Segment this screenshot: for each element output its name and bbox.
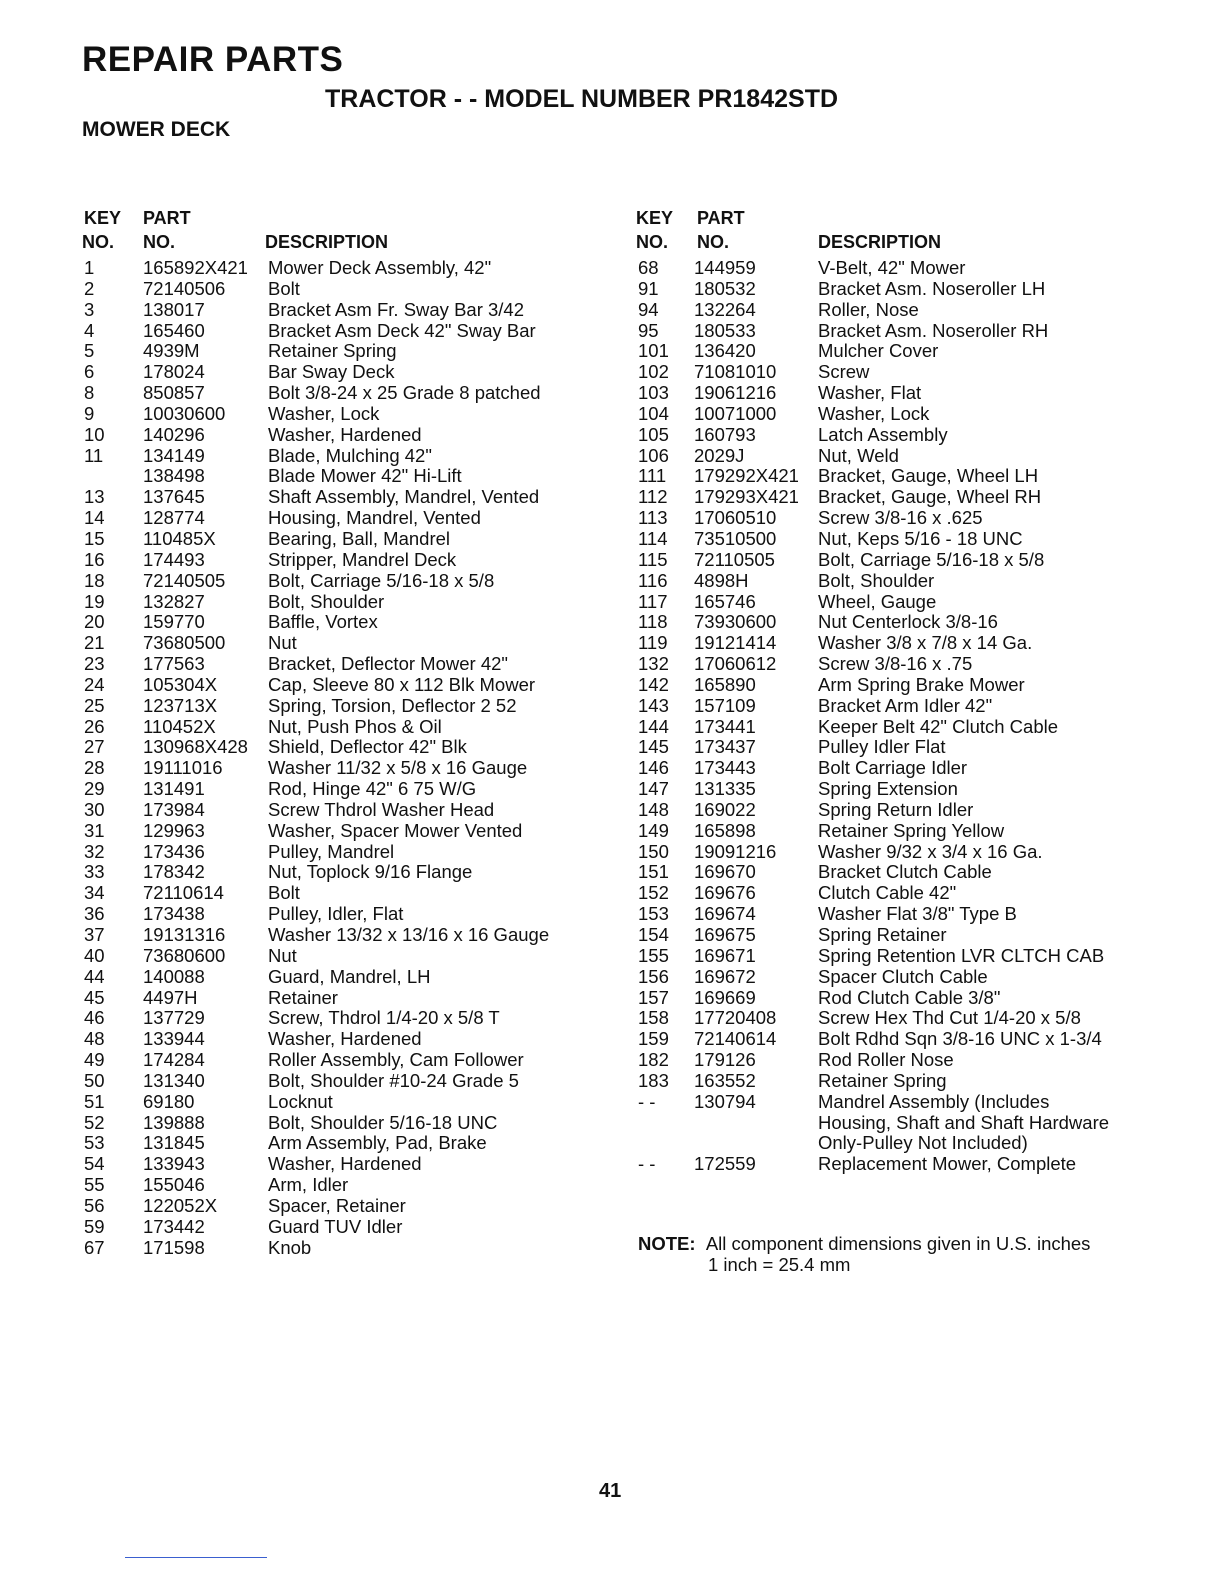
description: Roller Assembly, Cam Follower	[268, 1049, 524, 1071]
note-label: NOTE:	[638, 1233, 696, 1254]
description: Bolt, Shoulder #10-24 Grade 5	[268, 1069, 519, 1091]
description: Retainer Spring Yellow	[818, 819, 1005, 841]
key-no: 114	[638, 527, 668, 549]
description: Bearing, Ball, Mandrel	[268, 527, 451, 549]
description: Washer, Hardened	[268, 1028, 422, 1050]
part-no: 178342	[143, 861, 205, 883]
part-no: 137645	[143, 486, 205, 508]
key-no: 32	[84, 840, 105, 862]
key-no: 142	[638, 673, 669, 695]
section-title: MOWER DECK	[82, 118, 231, 141]
part-no: 160793	[694, 423, 756, 445]
description: Shaft Assembly, Mandrel, Vented	[268, 486, 540, 508]
part-no: 173436	[143, 840, 205, 862]
key-no: 37	[84, 924, 105, 945]
key-no: 94	[638, 298, 659, 320]
header-description: DESCRIPTION	[818, 232, 942, 252]
description: Keeper Belt 42" Clutch Cable	[818, 715, 1059, 737]
description: Bolt, Carriage 5/16-18 x 5/8	[818, 548, 1045, 570]
key-no: 55	[84, 1174, 105, 1196]
key-no: 148	[638, 798, 669, 820]
key-no: 3	[84, 298, 95, 320]
part-no: 165460	[143, 319, 205, 341]
key-no: 24	[84, 673, 105, 695]
part-no: 165892X421	[143, 257, 248, 278]
key-no: 113	[638, 507, 668, 529]
description: Washer, Lock	[818, 402, 930, 424]
key-no: 106	[638, 444, 669, 466]
key-no: 143	[638, 694, 669, 716]
part-no: 19131316	[143, 924, 226, 945]
description: Washer, Flat	[818, 382, 922, 404]
key-no: 115	[638, 548, 668, 570]
key-no: 51	[84, 1090, 105, 1112]
key-no: 154	[638, 924, 669, 945]
footer-rule	[125, 1557, 267, 1558]
key-no: 19	[84, 590, 105, 612]
key-no: 118	[638, 611, 668, 633]
part-no: 134149	[143, 444, 205, 466]
part-no: 133943	[143, 1153, 205, 1175]
description: Rod Clutch Cable 3/8"	[818, 986, 1001, 1008]
description: Screw 3/8-16 x .75	[818, 653, 973, 675]
part-no: 173437	[694, 736, 756, 758]
header-key-no: NO.	[636, 232, 669, 252]
key-no: 36	[84, 903, 105, 925]
key-no: 157	[638, 986, 669, 1008]
key-no: 102	[638, 361, 669, 383]
part-no: 174284	[143, 1049, 205, 1071]
description: Roller, Nose	[818, 298, 919, 320]
description: Washer Flat 3/8" Type B	[818, 903, 1017, 925]
description: Guard TUV Idler	[268, 1215, 403, 1237]
key-no: 159	[638, 1028, 669, 1050]
description: Bracket Asm Fr. Sway Bar 3/42	[268, 298, 525, 320]
description: Only-Pulley Not Included)	[818, 1132, 1028, 1154]
part-no: 165898	[694, 819, 756, 841]
key-no: 26	[84, 715, 105, 737]
key-no: 59	[84, 1215, 105, 1237]
description: Bracket Asm Deck 42" Sway Bar	[268, 319, 536, 341]
key-no: 158	[638, 1007, 669, 1029]
key-no: 11	[84, 444, 104, 466]
key-no: 105	[638, 423, 669, 445]
key-no: 45	[84, 986, 105, 1008]
description: Washer, Lock	[268, 402, 380, 424]
part-no: 105304X	[143, 673, 218, 695]
description: Spring Extension	[818, 778, 958, 800]
description: Bolt, Shoulder	[268, 590, 385, 612]
key-no: 50	[84, 1069, 105, 1091]
key-no: 18	[84, 569, 105, 591]
description: Washer 11/32 x 5/8 x 16 Gauge	[268, 757, 528, 779]
key-no: 153	[638, 903, 669, 925]
part-no: 138498	[143, 465, 205, 487]
description: Pulley, Mandrel	[268, 840, 395, 862]
description: Shield, Deflector 42" Blk	[268, 736, 467, 758]
description: Nut	[268, 944, 297, 966]
key-no: 28	[84, 757, 105, 779]
description: Washer 13/32 x 13/16 x 16 Gauge	[268, 924, 550, 945]
key-no: 149	[638, 819, 669, 841]
part-no: 169671	[694, 944, 756, 966]
description: Stripper, Mandrel Deck	[268, 548, 457, 570]
key-no: 95	[638, 319, 659, 341]
part-no: 137729	[143, 1007, 205, 1029]
part-no: 165890	[694, 673, 756, 695]
part-no: 138017	[143, 298, 205, 320]
part-no: 122052X	[143, 1194, 218, 1216]
description: Retainer	[268, 986, 338, 1008]
part-no: 140088	[143, 965, 205, 987]
header-key: KEY	[636, 208, 674, 228]
key-no: 183	[638, 1069, 669, 1091]
part-no: 4939M	[143, 340, 200, 362]
description: Arm Assembly, Pad, Brake	[268, 1132, 487, 1154]
description: Nut, Push Phos & Oil	[268, 715, 442, 737]
description: Spring, Torsion, Deflector 2 52	[268, 694, 517, 716]
description: Bolt, Shoulder 5/16-18 UNC	[268, 1111, 498, 1133]
key-no: 116	[638, 569, 668, 591]
key-no: 104	[638, 402, 669, 424]
key-no: 91	[638, 277, 659, 299]
key-no: 182	[638, 1049, 669, 1071]
description: Nut Centerlock 3/8-16	[818, 611, 998, 633]
part-no: 174493	[143, 548, 205, 570]
part-no: 163552	[694, 1069, 756, 1091]
description: V-Belt, 42" Mower	[818, 257, 966, 278]
description: Cap, Sleeve 80 x 112 Blk Mower	[268, 673, 536, 695]
description: Nut, Keps 5/16 - 18 UNC	[818, 527, 1023, 549]
key-no: 145	[638, 736, 669, 758]
key-no: 8	[84, 382, 95, 404]
key-no: 2	[84, 277, 95, 299]
description: Bracket, Gauge, Wheel LH	[818, 465, 1039, 487]
part-no: 169676	[694, 882, 756, 904]
key-no: 144	[638, 715, 669, 737]
key-no: 1	[84, 257, 95, 278]
part-no: 73510500	[694, 527, 777, 549]
description: Blade, Mulching 42"	[268, 444, 432, 466]
description: Bolt, Shoulder	[818, 569, 935, 591]
key-no: 49	[84, 1049, 105, 1071]
part-no: 140296	[143, 423, 205, 445]
key-no: 10	[84, 423, 105, 445]
part-no: 110452X	[143, 715, 216, 737]
description: Bracket Asm. Noseroller LH	[818, 277, 1046, 299]
part-no: 72140506	[143, 277, 226, 299]
part-no: 850857	[143, 382, 205, 404]
part-no: 19111016	[143, 757, 223, 779]
key-no: 15	[84, 527, 105, 549]
part-no: 130968X428	[143, 736, 248, 758]
key-no: 103	[638, 382, 669, 404]
key-no: 52	[84, 1111, 105, 1133]
description: Housing, Shaft and Shaft Hardware	[818, 1111, 1110, 1133]
part-no: 131340	[143, 1069, 205, 1091]
part-no: 72110614	[143, 882, 224, 904]
part-no: 72110505	[694, 548, 775, 570]
description: Screw, Thdrol 1/4-20 x 5/8 T	[268, 1007, 500, 1029]
part-no: 165746	[694, 590, 756, 612]
part-no: 169022	[694, 798, 756, 820]
description: Screw Thdrol Washer Head	[268, 798, 495, 820]
part-no: 157109	[694, 694, 756, 716]
part-no: 177563	[143, 653, 205, 675]
part-no: 180532	[694, 277, 756, 299]
part-no: 19061216	[694, 382, 777, 404]
description: Mulcher Cover	[818, 340, 939, 362]
description: Bracket Clutch Cable	[818, 861, 992, 883]
description: Wheel, Gauge	[818, 590, 937, 612]
description: Screw Hex Thd Cut 1/4-20 x 5/8	[818, 1007, 1081, 1029]
description: Pulley, Idler, Flat	[268, 903, 404, 925]
header-part-no: NO.	[697, 232, 730, 252]
header-part-no: NO.	[143, 232, 176, 252]
header-key: KEY	[84, 208, 122, 228]
key-no: 147	[638, 778, 669, 800]
note-text: All component dimensions given in U.S. inches	[705, 1233, 1091, 1254]
key-no: 23	[84, 653, 105, 675]
part-no: 129963	[143, 819, 205, 841]
description: Housing, Mandrel, Vented	[268, 507, 481, 529]
part-no: 173443	[694, 757, 756, 779]
key-no: 13	[84, 486, 105, 508]
description: Knob	[268, 1236, 312, 1258]
part-no: 17720408	[694, 1007, 777, 1029]
part-no: 173442	[143, 1215, 205, 1237]
part-no: 171598	[143, 1236, 205, 1258]
description: Spacer Clutch Cable	[818, 965, 988, 987]
part-no: 180533	[694, 319, 756, 341]
description: Spacer, Retainer	[268, 1194, 406, 1216]
description: Bolt 3/8-24 x 25 Grade 8 patched	[268, 382, 541, 404]
description: Spring Return Idler	[818, 798, 974, 820]
part-no: 131845	[143, 1132, 205, 1154]
part-no: 72140614	[694, 1028, 777, 1050]
description: Nut, Toplock 9/16 Flange	[268, 861, 473, 883]
description: Washer, Hardened	[268, 1153, 422, 1175]
key-no: 112	[638, 486, 668, 508]
key-no: 54	[84, 1153, 105, 1175]
part-no: 169674	[694, 903, 756, 925]
part-no: 144959	[694, 257, 756, 278]
header-key-no: NO.	[82, 232, 115, 252]
part-no: 73680500	[143, 632, 226, 654]
key-no: 21	[84, 632, 105, 654]
key-no: 25	[84, 694, 105, 716]
key-no: 155	[638, 944, 669, 966]
description: Bracket Arm Idler 42"	[818, 694, 993, 716]
description: Spring Retainer	[818, 924, 947, 945]
description: Replacement Mower, Complete	[818, 1153, 1077, 1175]
description: Bolt	[268, 277, 300, 299]
description: Arm, Idler	[268, 1174, 349, 1196]
part-no: 133944	[143, 1028, 205, 1050]
key-no: 40	[84, 944, 105, 966]
part-no: 136420	[694, 340, 756, 362]
description: Clutch Cable 42"	[818, 882, 957, 904]
part-no: 169675	[694, 924, 756, 945]
description: Arm Spring Brake Mower	[818, 673, 1025, 695]
part-no: 130794	[694, 1090, 756, 1112]
part-no: 173984	[143, 798, 205, 820]
key-no: 6	[84, 361, 95, 383]
key-no: 33	[84, 861, 105, 883]
description: Bolt, Carriage 5/16-18 x 5/8	[268, 569, 495, 591]
key-no: 68	[638, 257, 659, 278]
part-no: 72140505	[143, 569, 226, 591]
part-no: 19121414	[694, 632, 777, 654]
key-no: - -	[638, 1153, 656, 1175]
part-no: 131491	[143, 778, 205, 800]
key-no: 101	[638, 340, 669, 362]
part-no: 178024	[143, 361, 205, 383]
part-no: 17060612	[694, 653, 777, 675]
description: Washer, Spacer Mower Vented	[268, 819, 523, 841]
part-no: 71081010	[694, 361, 777, 383]
description: Spring Retention LVR CLTCH CAB	[818, 944, 1105, 966]
description: Retainer Spring	[818, 1069, 947, 1091]
key-no: 56	[84, 1194, 105, 1216]
header-part: PART	[697, 208, 745, 228]
key-no: 53	[84, 1132, 105, 1154]
part-no: 4497H	[143, 986, 198, 1008]
key-no: 34	[84, 882, 105, 904]
description: Mandrel Assembly (Includes	[818, 1090, 1050, 1112]
description: Bracket, Gauge, Wheel RH	[818, 486, 1042, 508]
part-no: 110485X	[143, 527, 216, 549]
key-no: 14	[84, 507, 105, 529]
part-no: 2029J	[694, 444, 745, 466]
description: Baffle, Vortex	[268, 611, 378, 633]
description: Bolt Rdhd Sqn 3/8-16 UNC x 1-3/4	[818, 1028, 1102, 1050]
description: Blade Mower 42" Hi-Lift	[268, 465, 462, 487]
header-description: DESCRIPTION	[265, 232, 389, 252]
key-no: 152	[638, 882, 669, 904]
part-no: 155046	[143, 1174, 205, 1196]
part-no: 169669	[694, 986, 756, 1008]
part-no: 173441	[694, 715, 756, 737]
part-no: 4898H	[694, 569, 749, 591]
part-no: 159770	[143, 611, 205, 633]
key-no: 31	[84, 819, 105, 841]
description: Bolt Carriage Idler	[818, 757, 968, 779]
part-no: 172559	[694, 1153, 756, 1175]
description: Washer, Hardened	[268, 423, 422, 445]
description: Rod, Hinge 42" 6 75 W/G	[268, 778, 477, 800]
page-title: REPAIR PARTS	[82, 40, 344, 79]
key-no: 44	[84, 965, 105, 987]
part-no: 10030600	[143, 402, 226, 424]
description: Bracket, Deflector Mower 42"	[268, 653, 508, 675]
part-no: 17060510	[694, 507, 777, 529]
part-no: 179293X421	[694, 486, 799, 508]
part-no: 169670	[694, 861, 756, 883]
key-no: 111	[638, 465, 667, 487]
note-conversion: 1 inch = 25.4 mm	[708, 1254, 851, 1275]
part-no: 173438	[143, 903, 205, 925]
description: Guard, Mandrel, LH	[268, 965, 431, 987]
description: Bracket Asm. Noseroller RH	[818, 319, 1049, 341]
description: Washer 9/32 x 3/4 x 16 Ga.	[818, 840, 1043, 862]
part-no: 131335	[694, 778, 756, 800]
key-no: - -	[638, 1090, 656, 1112]
model-subtitle: TRACTOR - - MODEL NUMBER PR1842STD	[325, 85, 839, 113]
part-no: 69180	[143, 1090, 195, 1112]
header-part: PART	[143, 208, 191, 228]
part-no: 123713X	[143, 694, 218, 716]
part-no: 19091216	[694, 840, 777, 862]
key-no: 27	[84, 736, 105, 758]
description: Mower Deck Assembly, 42"	[268, 257, 492, 278]
key-no: 117	[638, 590, 668, 612]
description: Screw 3/8-16 x .625	[818, 507, 983, 529]
part-no: 139888	[143, 1111, 205, 1133]
key-no: 150	[638, 840, 669, 862]
description: Bar Sway Deck	[268, 361, 395, 383]
part-no: 169672	[694, 965, 756, 987]
description: Locknut	[268, 1090, 333, 1112]
key-no: 29	[84, 778, 105, 800]
key-no: 5	[84, 340, 95, 362]
description: Nut, Weld	[818, 444, 899, 466]
description: Latch Assembly	[818, 423, 948, 445]
key-no: 48	[84, 1028, 105, 1050]
description: Pulley Idler Flat	[818, 736, 946, 758]
part-no: 73930600	[694, 611, 777, 633]
key-no: 9	[84, 402, 95, 424]
description: Bolt	[268, 882, 300, 904]
part-no: 179126	[694, 1049, 756, 1071]
key-no: 20	[84, 611, 105, 633]
part-no: 179292X421	[694, 465, 799, 487]
description: Retainer Spring	[268, 340, 397, 362]
key-no: 67	[84, 1236, 105, 1258]
part-no: 128774	[143, 507, 205, 529]
key-no: 119	[638, 632, 668, 654]
key-no: 4	[84, 319, 95, 341]
description: Screw	[818, 361, 870, 383]
description: Nut	[268, 632, 297, 654]
part-no: 132264	[694, 298, 756, 320]
part-no: 132827	[143, 590, 205, 612]
key-no: 156	[638, 965, 669, 987]
page-number: 41	[599, 1480, 622, 1502]
dimensions-note	[638, 1233, 1090, 1275]
description: Rod Roller Nose	[818, 1049, 954, 1071]
description: Washer 3/8 x 7/8 x 14 Ga.	[818, 632, 1033, 654]
key-no: 151	[638, 861, 669, 883]
key-no: 132	[638, 653, 669, 675]
part-no: 73680600	[143, 944, 226, 966]
key-no: 16	[84, 548, 105, 570]
key-no: 146	[638, 757, 669, 779]
key-no: 30	[84, 798, 105, 820]
part-no: 10071000	[694, 402, 777, 424]
key-no: 46	[84, 1007, 105, 1029]
